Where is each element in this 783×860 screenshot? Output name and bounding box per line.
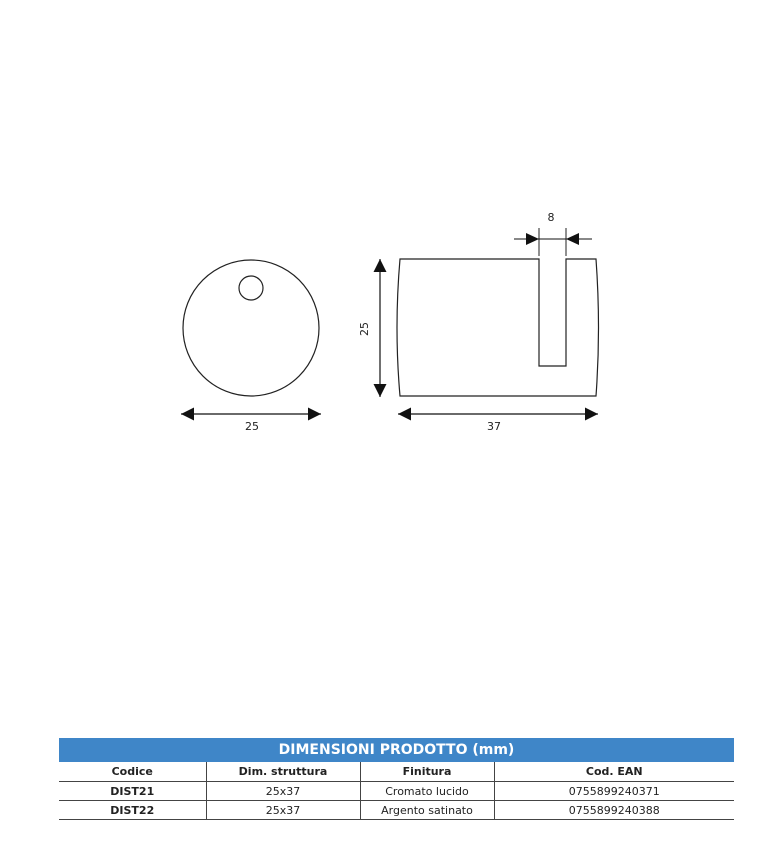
finish: Argento satinato	[360, 801, 494, 820]
column-header-cod-ean: Cod. EAN	[494, 762, 734, 782]
table-row	[59, 801, 734, 820]
slot-width-label: 8	[547, 211, 555, 224]
ean-code: 0755899240388	[494, 801, 734, 820]
length-label: 37	[487, 420, 501, 433]
slot-arrow-right	[566, 233, 579, 245]
ean-code: 0755899240371	[494, 782, 734, 801]
column-header-codice: Codice	[59, 762, 206, 782]
column-header-dim-struttura: Dim. struttura	[206, 762, 360, 782]
diameter-label: 25	[245, 420, 259, 433]
body-outline	[397, 259, 599, 396]
structure-dimensions: 25x37	[206, 782, 360, 801]
slot-arrow-left	[526, 233, 539, 245]
product-code: DIST21	[59, 782, 206, 801]
product-dimensions-table	[59, 738, 734, 820]
table-title: DIMENSIONI PRODOTTO (mm)	[59, 738, 734, 762]
mounting-hole	[239, 276, 263, 300]
front-view	[181, 260, 321, 433]
table-row	[59, 782, 734, 801]
finish: Cromato lucido	[360, 782, 494, 801]
table-header-row	[59, 762, 734, 782]
column-header-finitura: Finitura	[360, 762, 494, 782]
height-label: 25	[358, 322, 371, 336]
product-code: DIST22	[59, 801, 206, 820]
side-view	[358, 211, 599, 433]
structure-dimensions: 25x37	[206, 801, 360, 820]
disk-outline	[183, 260, 319, 396]
